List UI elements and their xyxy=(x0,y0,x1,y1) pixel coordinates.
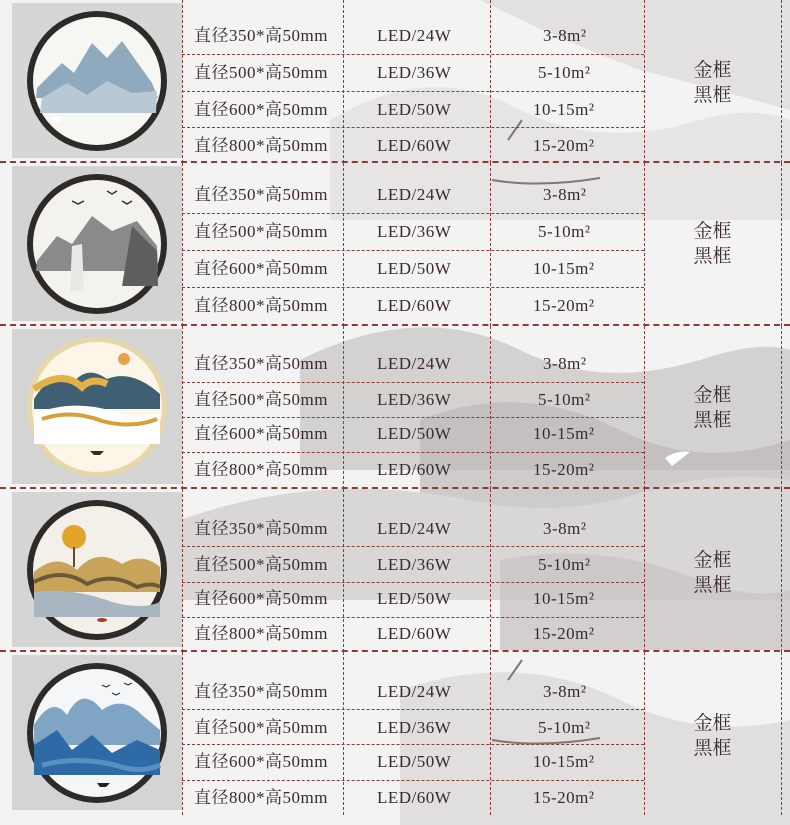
area-cell: 10-15m² xyxy=(533,589,595,608)
product-group xyxy=(0,652,790,815)
column-divider xyxy=(182,0,183,163)
size-cell: 直径800*高50mm xyxy=(194,788,328,807)
column-divider xyxy=(182,652,183,815)
frame-option-gold: 金框 xyxy=(693,59,732,81)
column-divider xyxy=(182,326,183,489)
power-cell: LED/50W xyxy=(377,424,452,443)
column-divider xyxy=(490,489,491,652)
column-divider xyxy=(781,163,782,326)
area-cell: 15-20m² xyxy=(533,136,595,155)
power-cell: LED/50W xyxy=(377,259,452,278)
column-divider xyxy=(343,489,344,652)
size-cell: 直径800*高50mm xyxy=(194,460,328,479)
size-cell: 直径600*高50mm xyxy=(194,589,328,608)
power-cell: LED/50W xyxy=(377,100,452,119)
column-divider xyxy=(490,652,491,815)
size-cell: 直径350*高50mm xyxy=(194,354,328,373)
size-cell: 直径600*高50mm xyxy=(194,100,328,119)
frame-option-gold: 金框 xyxy=(693,549,732,571)
area-cell: 10-15m² xyxy=(533,424,595,443)
area-cell: 3-8m² xyxy=(543,354,587,373)
product-group xyxy=(0,163,790,326)
size-cell: 直径350*高50mm xyxy=(194,185,328,204)
frame-option-black: 黑框 xyxy=(693,84,732,106)
size-cell: 直径500*高50mm xyxy=(194,390,328,409)
area-cell: 10-15m² xyxy=(533,100,595,119)
power-cell: LED/36W xyxy=(377,718,452,737)
frame-option-black: 黑框 xyxy=(693,737,732,759)
area-cell: 3-8m² xyxy=(543,26,587,45)
power-cell: LED/24W xyxy=(377,185,452,204)
column-divider xyxy=(781,489,782,652)
power-cell: LED/36W xyxy=(377,222,452,241)
size-cell: 直径800*高50mm xyxy=(194,136,328,155)
area-cell: 5-10m² xyxy=(538,718,591,737)
area-cell: 5-10m² xyxy=(538,390,591,409)
area-cell: 5-10m² xyxy=(538,63,591,82)
size-cell: 直径600*高50mm xyxy=(194,752,328,771)
column-divider xyxy=(781,0,782,163)
power-cell: LED/60W xyxy=(377,624,452,643)
frame-option-black: 黑框 xyxy=(693,245,732,267)
column-divider xyxy=(490,0,491,163)
area-cell: 10-15m² xyxy=(533,259,595,278)
power-cell: LED/24W xyxy=(377,682,452,701)
area-cell: 15-20m² xyxy=(533,788,595,807)
column-divider xyxy=(343,652,344,815)
column-divider xyxy=(781,326,782,489)
power-cell: LED/60W xyxy=(377,460,452,479)
product-thumbnail xyxy=(12,3,182,158)
column-divider xyxy=(182,163,183,326)
product-thumbnail xyxy=(12,166,182,321)
power-cell: LED/50W xyxy=(377,589,452,608)
column-divider xyxy=(781,652,782,815)
size-cell: 直径500*高50mm xyxy=(194,718,328,737)
area-cell: 3-8m² xyxy=(543,519,587,538)
power-cell: LED/24W xyxy=(377,354,452,373)
frame-options xyxy=(645,548,780,598)
size-cell: 直径600*高50mm xyxy=(194,259,328,278)
power-cell: LED/60W xyxy=(377,296,452,315)
area-cell: 5-10m² xyxy=(538,222,591,241)
frame-options xyxy=(645,711,780,761)
column-divider xyxy=(343,163,344,326)
product-thumbnail xyxy=(12,492,182,647)
area-cell: 15-20m² xyxy=(533,624,595,643)
power-cell: LED/36W xyxy=(377,63,452,82)
frame-option-gold: 金框 xyxy=(693,220,732,242)
area-cell: 15-20m² xyxy=(533,460,595,479)
area-cell: 15-20m² xyxy=(533,296,595,315)
power-cell: LED/24W xyxy=(377,26,452,45)
frame-options xyxy=(645,58,780,108)
size-cell: 直径500*高50mm xyxy=(194,555,328,574)
column-divider xyxy=(182,489,183,652)
size-cell: 直径350*高50mm xyxy=(194,26,328,45)
area-cell: 10-15m² xyxy=(533,752,595,771)
size-cell: 直径800*高50mm xyxy=(194,624,328,643)
frame-options xyxy=(645,383,780,433)
column-divider xyxy=(490,326,491,489)
size-cell: 直径350*高50mm xyxy=(194,519,328,538)
product-group xyxy=(0,489,790,652)
power-cell: LED/36W xyxy=(377,555,452,574)
area-cell: 3-8m² xyxy=(543,682,587,701)
column-divider xyxy=(490,163,491,326)
product-group xyxy=(0,0,790,163)
frame-options xyxy=(645,219,780,269)
size-cell: 直径500*高50mm xyxy=(194,222,328,241)
product-thumbnail xyxy=(12,329,182,484)
size-cell: 直径500*高50mm xyxy=(194,63,328,82)
power-cell: LED/60W xyxy=(377,788,452,807)
power-cell: LED/24W xyxy=(377,519,452,538)
column-divider xyxy=(343,326,344,489)
area-cell: 3-8m² xyxy=(543,185,587,204)
area-cell: 5-10m² xyxy=(538,555,591,574)
frame-option-black: 黑框 xyxy=(693,409,732,431)
power-cell: LED/60W xyxy=(377,136,452,155)
product-thumbnail xyxy=(12,655,182,810)
frame-option-gold: 金框 xyxy=(693,384,732,406)
power-cell: LED/50W xyxy=(377,752,452,771)
size-cell: 直径800*高50mm xyxy=(194,296,328,315)
frame-option-black: 黑框 xyxy=(693,574,732,596)
product-group xyxy=(0,326,790,489)
frame-option-gold: 金框 xyxy=(693,712,732,734)
size-cell: 直径600*高50mm xyxy=(194,424,328,443)
power-cell: LED/36W xyxy=(377,390,452,409)
column-divider xyxy=(343,0,344,163)
size-cell: 直径350*高50mm xyxy=(194,682,328,701)
